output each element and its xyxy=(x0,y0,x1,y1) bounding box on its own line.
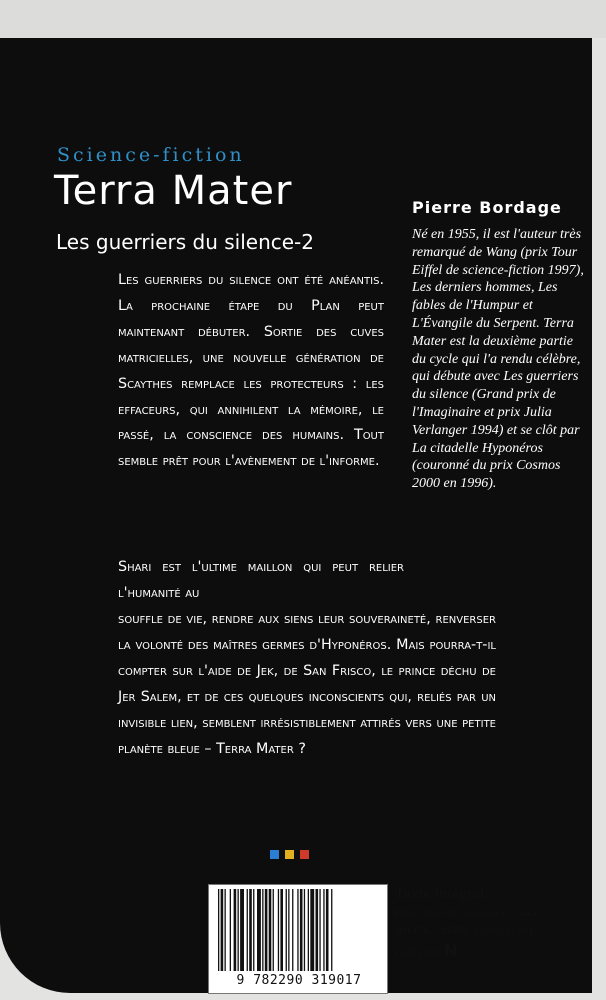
barcode-bar xyxy=(319,889,320,971)
top-strip xyxy=(0,0,606,38)
barcode-bar xyxy=(278,889,279,971)
barcode-bar xyxy=(253,889,254,971)
author-name: Pierre Bordage xyxy=(412,198,562,217)
barcode-bar xyxy=(308,889,309,971)
publication-info xyxy=(395,886,544,961)
red-dot xyxy=(300,850,309,859)
barcode-bar xyxy=(269,889,272,971)
barcode-bar xyxy=(304,889,305,971)
category-label: Catégorie xyxy=(395,945,442,959)
book-subtitle: Les guerriers du silence-2 xyxy=(56,230,314,254)
illustration-credit: Illustration de couverture : Caza xyxy=(395,907,537,919)
barcode-bar xyxy=(323,889,324,971)
barcode-bar xyxy=(297,889,298,971)
blue-dot xyxy=(270,850,279,859)
author-bio: Né en 1955, il est l'auteur très remarqué de Wang (prix Tour Eiffel de science-fiction 1997), Les derniers hommes, Les fables de l'Humpur et L'Évangile du Serpent. Terra Mater est la deuxième partie du cycle qui l'a rendu célèbre, qui débute avec Les guerriers du silence (Grand prix de l'Imaginaire et prix Julia Verlanger 1994) et se clôt par La citadelle Hyponéros (couronné du prix Cosmos 2000 en 1996). xyxy=(412,227,584,492)
barcode-bar xyxy=(316,889,319,971)
barcode-bar xyxy=(265,889,268,971)
color-dots xyxy=(270,850,309,859)
barcode-bar xyxy=(218,889,219,971)
barcode-bar xyxy=(273,889,274,971)
barcode-bar xyxy=(288,889,289,971)
summary-paragraph-1: Les guerriers du silence ont été anéantis. La prochaine étape du Plan peut maintenant débuter. Sortie des cuves matricielles, une nouvelle génération de Scaythes remplace les protecteurs : les effaceurs, qui annihilent la mémoire, le passé, la conscience des humains. Tout semble prêt pour l'avènement de l'informe. xyxy=(118,272,384,470)
barcode-bar xyxy=(257,889,261,971)
yellow-dot xyxy=(285,850,294,859)
barcode-bar xyxy=(331,889,332,971)
book-title: Terra Mater xyxy=(54,168,293,214)
barcode-bars xyxy=(218,889,382,971)
barcode-bar xyxy=(221,889,224,971)
category-row xyxy=(395,941,544,961)
barcode-bar xyxy=(225,889,226,971)
code-isbn-row xyxy=(395,923,544,938)
isbn: ISBN 2-290-31901-5 xyxy=(441,923,544,937)
barcode-bar xyxy=(230,889,231,971)
barcode-bar xyxy=(234,889,237,971)
barcode-bar xyxy=(262,889,263,971)
barcode-bar xyxy=(326,889,329,971)
barcode-bar xyxy=(280,889,283,971)
category-value: N xyxy=(444,941,457,960)
summary-paragraph-2-rest: souffle de vie, rendre aux siens leur souveraineté, renverser la volonté des maîtres germes d'Hyponéros. Mais pourra-t-il compter sur l'aide de Jek, de San Frisco, le prince déchu de Jer Salem, et de ces quelques inconscients qui, reliés par un invisible lien, semblent irrésistiblement attirés vers une petite planète bleue – Terra Mater ? xyxy=(118,611,496,757)
genre-label: Science-fiction xyxy=(57,144,245,166)
catalog-code: J01476 xyxy=(395,923,430,937)
integral-text-label: Texte intégral xyxy=(395,886,485,902)
barcode-bar xyxy=(286,889,287,971)
barcode xyxy=(208,884,388,994)
barcode-bar xyxy=(240,889,244,971)
barcode-number: 9 782290 319017 xyxy=(236,973,362,988)
summary-paragraph-2-start: Shari est l'ultime maillon qui peut relier l'humanité au xyxy=(118,559,404,601)
barcode-bar xyxy=(238,889,239,971)
barcode-bar xyxy=(247,889,248,971)
barcode-bar xyxy=(249,889,252,971)
barcode-bar xyxy=(292,889,293,971)
barcode-bar xyxy=(310,889,314,971)
barcode-bar xyxy=(300,889,303,971)
